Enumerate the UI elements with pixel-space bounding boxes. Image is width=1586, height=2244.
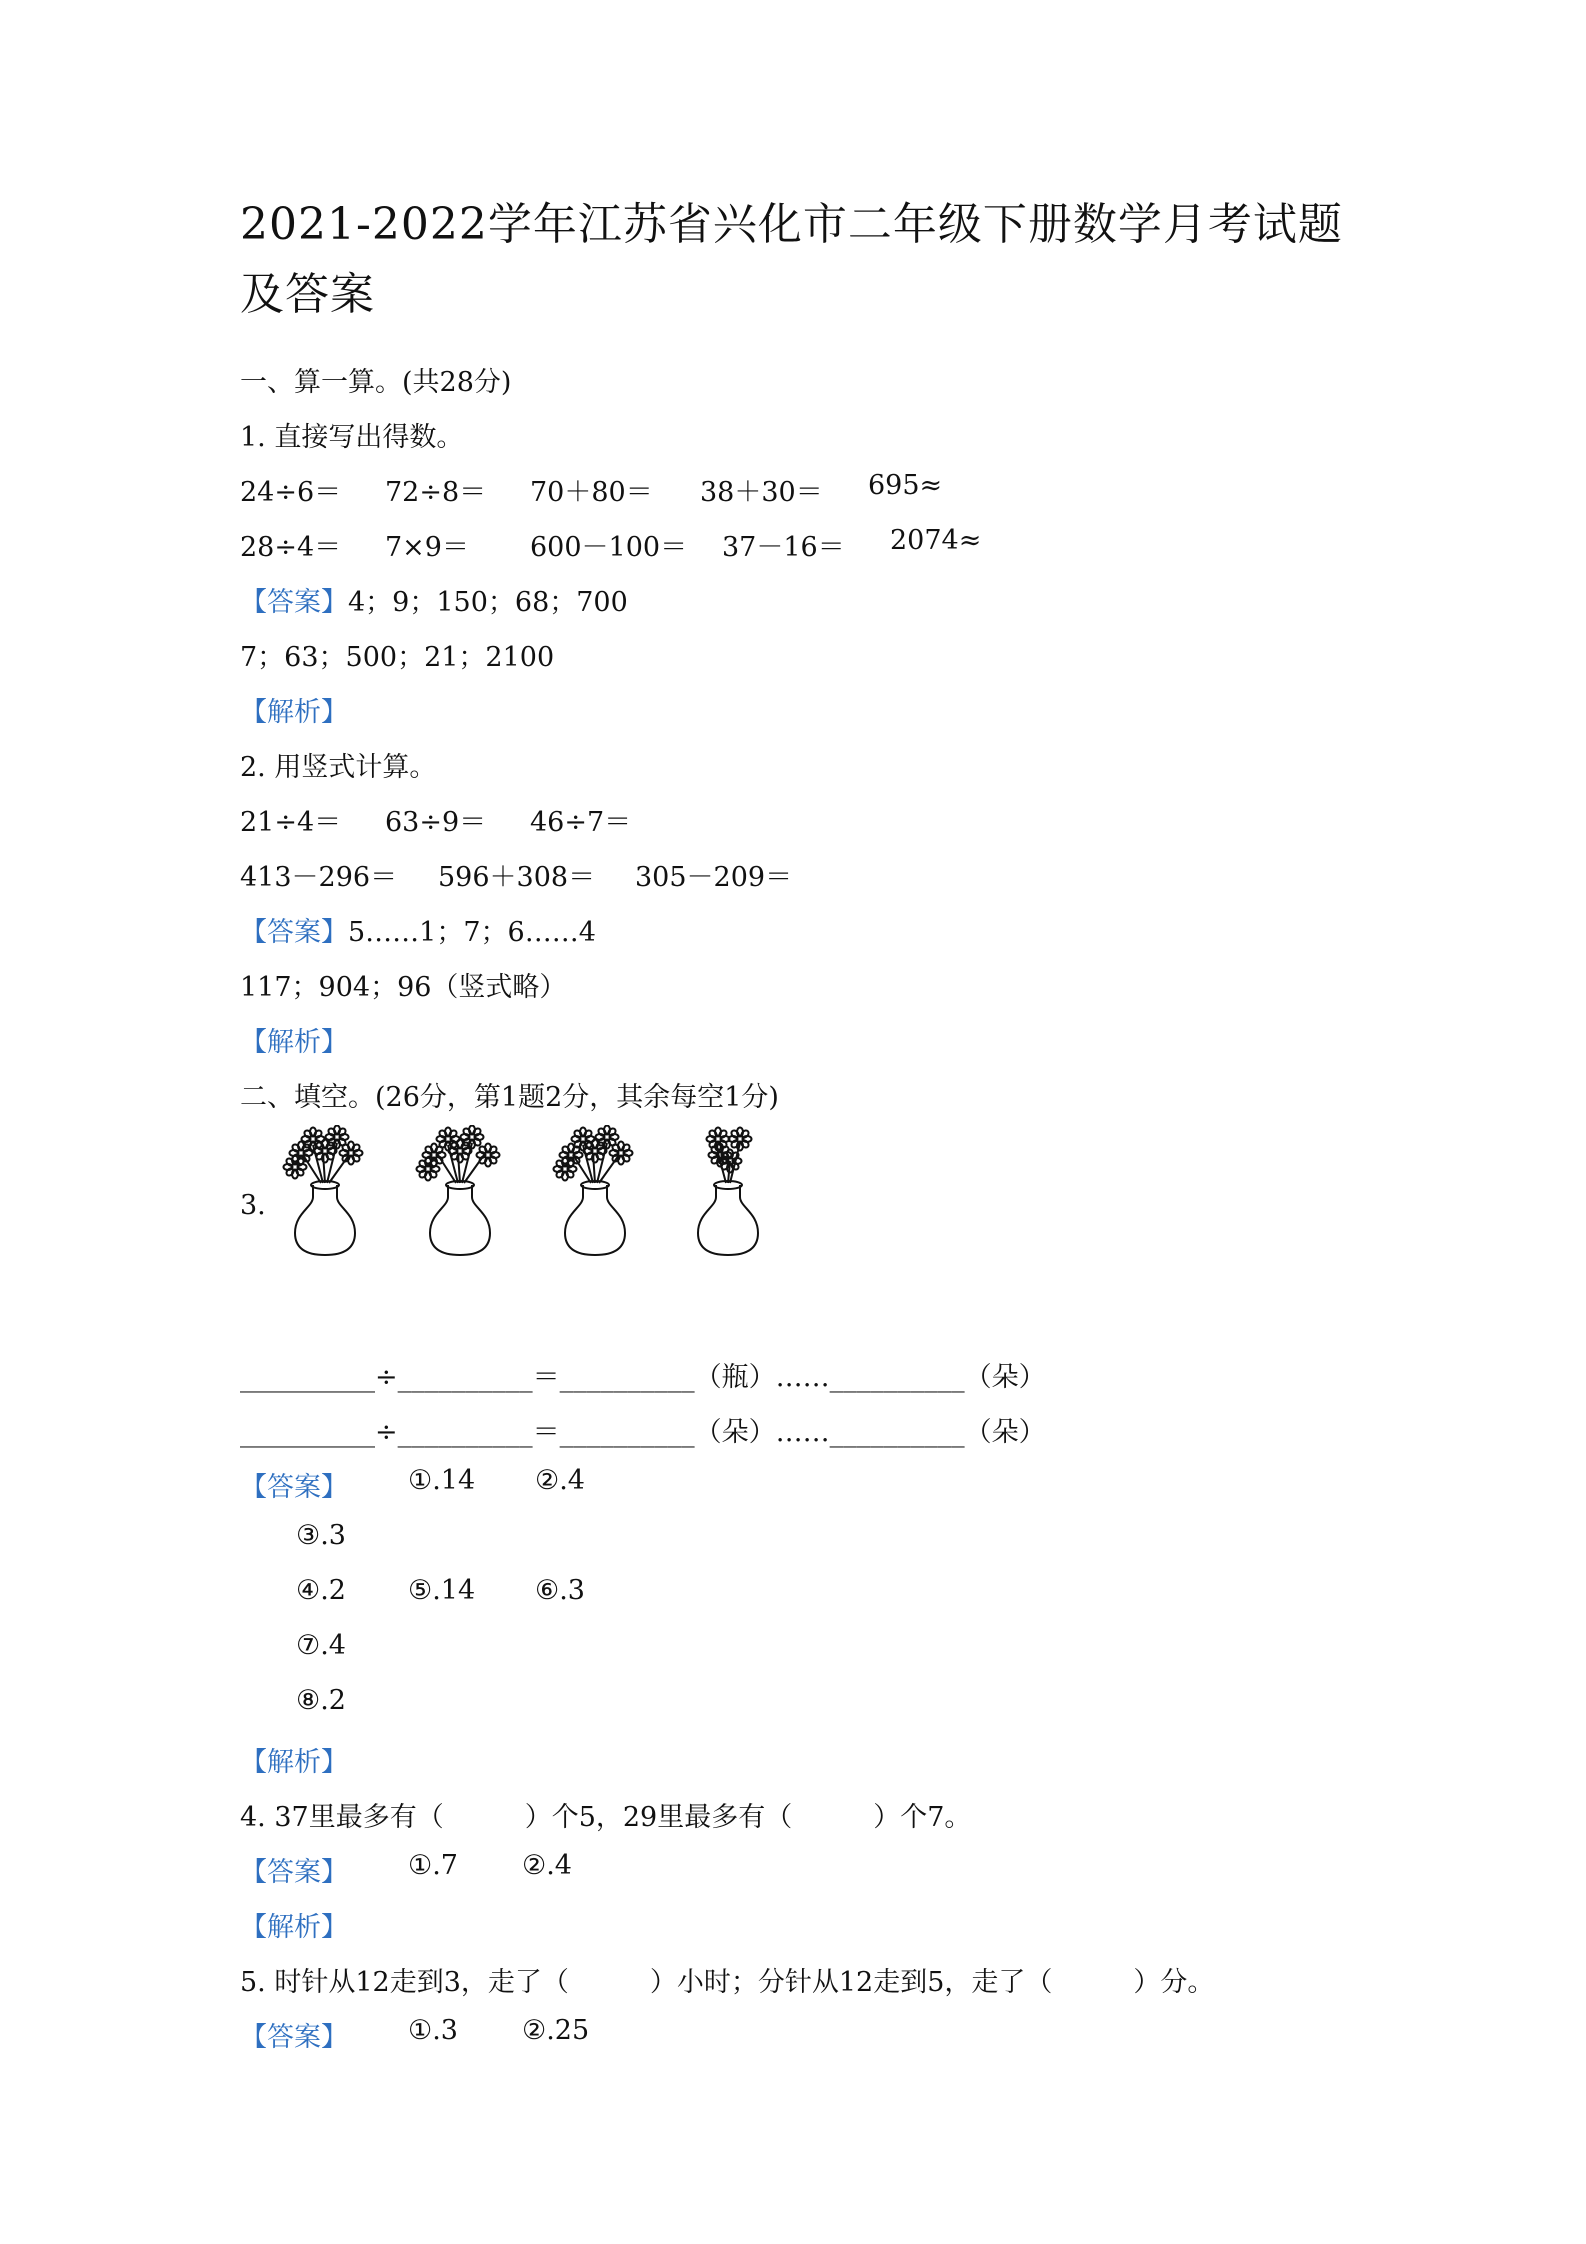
- q1-answer-line2: 7；63；500；21；2100: [240, 642, 555, 673]
- q1-answer: [240, 580, 628, 619]
- q2-expr: 305－209＝: [635, 862, 793, 893]
- q2-expr: 21÷4＝: [240, 807, 342, 838]
- q1-expr: 37－16＝: [722, 532, 845, 563]
- blank: __________: [829, 1417, 965, 1448]
- vase-with-flowers: [284, 1126, 363, 1256]
- q1-analysis-tag: 【解析】: [240, 697, 348, 728]
- answer-tag: 【答案】: [240, 917, 348, 948]
- answer-item: ⑤.14: [408, 1575, 476, 1606]
- q2-expr: 46÷7＝: [530, 807, 632, 838]
- vase-with-flowers: [698, 1128, 758, 1256]
- blank: __________: [240, 1417, 375, 1448]
- answer-tag: 【答案】: [240, 2022, 348, 2053]
- q3-equation-2: [240, 1410, 1046, 1449]
- answer-item: ②.4: [535, 1465, 585, 1496]
- q3-answer-row2: [0, 1520, 1586, 1554]
- q1-expr: 70＋80＝: [530, 477, 653, 508]
- unit: （朵）: [964, 1362, 1046, 1393]
- q3-answer-row5: [0, 1685, 1586, 1719]
- vase-with-flowers: [417, 1126, 500, 1256]
- answer-item: ⑥.3: [535, 1575, 585, 1606]
- answer-item: ①.3: [408, 2015, 458, 2046]
- q3-answer-row1: [0, 1465, 1586, 1503]
- ellipsis: ……: [775, 1362, 830, 1393]
- answer-tag: 【答案】: [240, 1857, 348, 1888]
- q1-expr: 72÷8＝: [385, 477, 487, 508]
- q3-number: 3.: [240, 1190, 266, 1221]
- ellipsis: ……: [775, 1417, 830, 1448]
- q1-expr: 7×9＝: [385, 532, 469, 563]
- vase-with-flowers: [554, 1126, 633, 1256]
- answer-tag: 【答案】: [240, 1472, 348, 1503]
- answer-item: ④.2: [296, 1575, 346, 1606]
- q2-expr: 63÷9＝: [385, 807, 487, 838]
- q5-answer: [0, 2015, 1586, 2053]
- unit: （朵）: [694, 1417, 776, 1448]
- q4-analysis-tag: 【解析】: [240, 1912, 348, 1943]
- q1-expr: 600－100＝: [530, 532, 688, 563]
- blank: __________: [240, 1362, 375, 1393]
- q2-analysis-tag: 【解析】: [240, 1027, 348, 1058]
- q1-expr: 38＋30＝: [700, 477, 823, 508]
- divide-sign: ÷: [375, 1362, 398, 1393]
- blank: __________: [559, 1362, 695, 1393]
- q2-answer-line2: 117；904；96（竖式略）: [240, 972, 567, 1003]
- q1-expr: 24÷6＝: [240, 477, 342, 508]
- section1-heading: 一、算一算。(共28分): [240, 367, 512, 398]
- q1-expr: 2074≈: [890, 525, 982, 556]
- q2-row2: [0, 855, 1586, 893]
- q2-expr: 413－296＝: [240, 862, 398, 893]
- blank: __________: [829, 1362, 965, 1393]
- q1-row1: [0, 470, 1586, 508]
- q3-answer-row4: [0, 1630, 1586, 1664]
- blank: __________: [397, 1417, 533, 1448]
- unit: （瓶）: [694, 1362, 776, 1393]
- q3-answer-row3: [0, 1575, 1586, 1609]
- q4-answer: [0, 1850, 1586, 1888]
- q1-prompt: 1. 直接写出得数。: [240, 422, 464, 453]
- q2-expr: 596＋308＝: [438, 862, 596, 893]
- answer-text: 4；9；150；68；700: [348, 587, 628, 618]
- answer-item: ③.3: [296, 1520, 346, 1551]
- answer-text: 5……1；7；6……4: [348, 917, 596, 948]
- blank: __________: [397, 1362, 533, 1393]
- answer-item: ②.25: [522, 2015, 590, 2046]
- answer-item: ⑧.2: [296, 1685, 346, 1716]
- q5-text: 5. 时针从12走到3，走了（ ）小时；分针从12走到5，走了（ ）分。: [240, 1967, 1215, 1998]
- q3-analysis-tag: 【解析】: [240, 1747, 348, 1778]
- answer-item: ⑦.4: [296, 1630, 346, 1661]
- answer-item: ①.7: [408, 1850, 458, 1881]
- unit: （朵）: [964, 1417, 1046, 1448]
- answer-item: ①.14: [408, 1465, 476, 1496]
- q2-answer: [240, 910, 596, 949]
- q2-prompt: 2. 用竖式计算。: [240, 752, 437, 783]
- vases-illustration: [270, 1125, 790, 1290]
- equals-sign: ＝: [532, 1362, 560, 1393]
- page-title: 2021-2022学年江苏省兴化市二年级下册数学月考试题及答案: [240, 199, 1343, 320]
- q2-row1: [0, 800, 1586, 838]
- q1-row2: [0, 525, 1586, 563]
- divide-sign: ÷: [375, 1417, 398, 1448]
- q1-expr: 695≈: [868, 470, 943, 501]
- equals-sign: ＝: [532, 1417, 560, 1448]
- answer-tag: 【答案】: [240, 587, 348, 618]
- blank: __________: [559, 1417, 695, 1448]
- q1-expr: 28÷4＝: [240, 532, 342, 563]
- q3-equation-1: [240, 1355, 1046, 1394]
- section2-heading: 二、填空。(26分，第1题2分，其余每空1分): [240, 1082, 779, 1113]
- q4-text: 4. 37里最多有（ ）个5，29里最多有（ ）个7。: [240, 1802, 972, 1833]
- answer-item: ②.4: [522, 1850, 572, 1881]
